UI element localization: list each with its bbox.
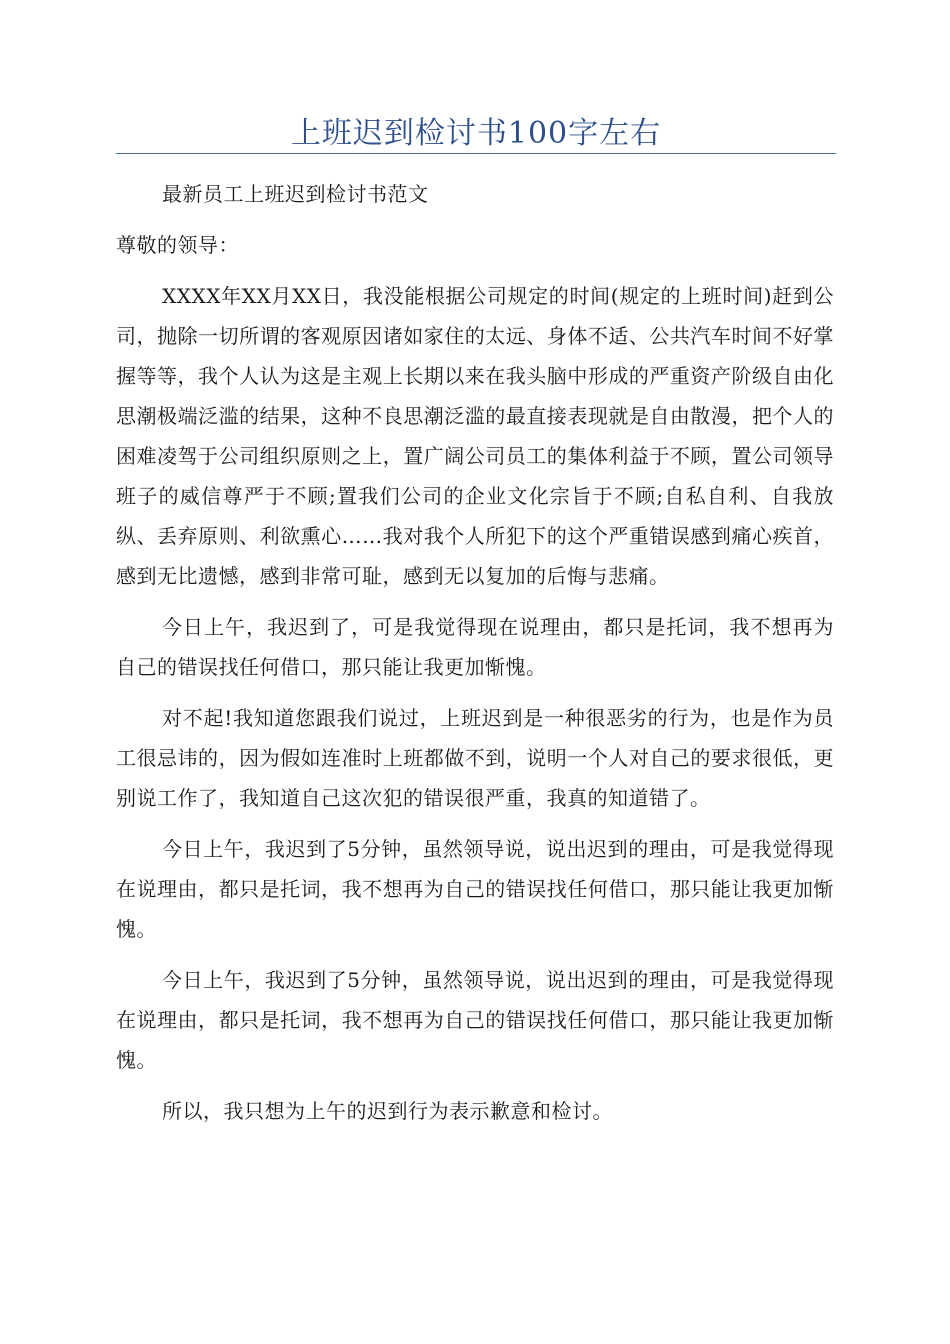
paragraph-6: 所以，我只想为上午的迟到行为表示歉意和检讨。 [162, 1099, 613, 1123]
paragraph-4: 今日上午，我迟到了5分钟，虽然领导说，说出迟到的理由，可是我觉得现在说理由，都只是托词，我不想再为自己的错误找任何借口，那只能让我更加惭愧。 [116, 837, 834, 941]
paragraph-2: 今日上午，我迟到了，可是我觉得现在说理由，都只是托词，我不想再为自己的错误找任何借口，那只能让我更加惭愧。 [116, 615, 834, 679]
paragraph-1: XXXX年XX月XX日，我没能根据公司规定的时间(规定的上班时间)赶到公司，抛除一切所谓的客观原因诸如家住的太远、身体不适、公共汽车时间不好掌握等等，我个人认为这是主观上长期以来在我头脑中形成的严重资产阶级自由化思潮极端泛滥的结果，这种不良思潮泛滥的最直接表现就是自由散漫，把个人的困难凌驾于公司组织原则之上，置广阔公司员工的集体利益于不顾，置公司领导班子的威信尊严于不顾;置我们公司的企业文化宗旨于不顾;自私自利、自我放纵、丢弃原则、利欲熏心……我对我个人所犯下的这个严重错误感到痛心疾首，感到无比遗憾，感到非常可耻，感到无以复加的后悔与悲痛。 [116, 284, 834, 588]
salutation: 尊敬的领导： [116, 233, 239, 257]
document-title: 上班迟到检讨书100字左右 [290, 116, 662, 151]
document-subtitle: 最新员工上班迟到检讨书范文 [162, 182, 429, 206]
document-body [116, 174, 834, 1142]
paragraph-3: 对不起!我知道您跟我们说过，上班迟到是一种很恶劣的行为，也是作为员工很忌讳的，因为假如连准时上班都做不到，说明一个人对自己的要求很低，更别说工作了，我知道自己这次犯的错误很严重，我真的知道错了。 [116, 706, 834, 810]
paragraph-5: 今日上午，我迟到了5分钟，虽然领导说，说出迟到的理由，可是我觉得现在说理由，都只是托词，我不想再为自己的错误找任何借口，那只能让我更加惭愧。 [116, 968, 834, 1072]
title-underline [116, 153, 836, 154]
